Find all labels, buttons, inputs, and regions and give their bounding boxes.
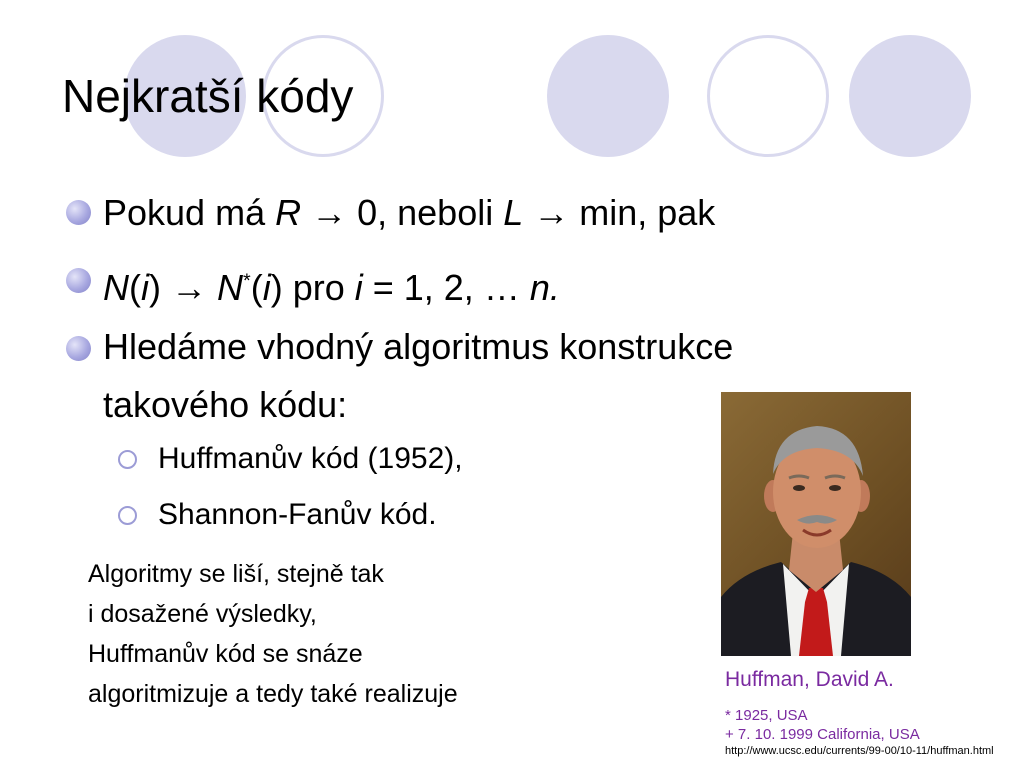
note-text [88, 554, 458, 714]
bullet-2-range: = 1, 2, … [362, 267, 530, 308]
bullet-dot-icon [66, 336, 91, 361]
decor-circle-3 [547, 35, 669, 157]
bullet-1-text-a: Pokud má [103, 192, 276, 233]
bullet-2-paren-2: ( [250, 267, 263, 308]
bullet-2-star: * [243, 270, 251, 292]
portrait-illustration [721, 392, 911, 656]
bullet-2-var-i-2: i [262, 267, 271, 308]
decor-circle-4 [707, 35, 829, 157]
portrait-photo [721, 392, 911, 656]
sub-bullet-2: Shannon-Fanův kód. [158, 498, 437, 531]
bullet-2-var-n-end: n. [529, 267, 560, 308]
bullet-2 [103, 252, 560, 317]
bullet-1-var-l: L [503, 192, 524, 233]
photo-life-dates [725, 706, 920, 744]
bullet-1-var-r: R [275, 192, 302, 233]
decor-circle-5 [849, 35, 971, 157]
slide-title: Nejkratší kódy [62, 70, 354, 122]
note-line: Algoritmy se liší, stejně tak [88, 560, 384, 588]
sub-bullet-1: Huffmanův kód (1952), [158, 442, 463, 475]
sub-bullet-ring-icon [118, 506, 137, 525]
source-link[interactable]: http://www.ucsc.edu/currents/99-00/10-11/huffman.html [725, 745, 994, 757]
bullet-2-var-n-star: N [217, 267, 243, 308]
note-line: algoritmizuje a tedy také realizuje [88, 680, 458, 708]
death-date: + 7. 10. 1999 California, USA [725, 726, 920, 743]
bullet-1 [103, 184, 715, 242]
sub-bullet-ring-icon [118, 450, 137, 469]
bullet-3-line-1: Hledáme vhodný algoritmus konstrukce [103, 326, 734, 367]
note-line: Huffmanův kód se snáze [88, 640, 363, 668]
bullet-1-text-b: → 0, neboli [301, 192, 504, 233]
note-line: i dosažené výsledky, [88, 600, 317, 628]
bullet-2-paren: ( [129, 267, 141, 308]
bullet-2-arrow: ) → [149, 267, 217, 308]
bullet-2-text-pro: ) pro [270, 267, 355, 308]
bullet-3 [103, 318, 733, 434]
bullet-1-text-c: → min, pak [523, 192, 716, 233]
bullet-dot-icon [66, 268, 91, 293]
bullet-dot-icon [66, 200, 91, 225]
bullet-2-var-i: i [141, 267, 149, 308]
birth-date: * 1925, USA [725, 707, 808, 724]
bullet-2-var-n: N [103, 267, 129, 308]
bullet-3-line-2: takového kódu: [103, 384, 348, 425]
bullet-2-var-i-3: i [354, 267, 363, 308]
photo-caption: Huffman, David A. [725, 668, 894, 691]
